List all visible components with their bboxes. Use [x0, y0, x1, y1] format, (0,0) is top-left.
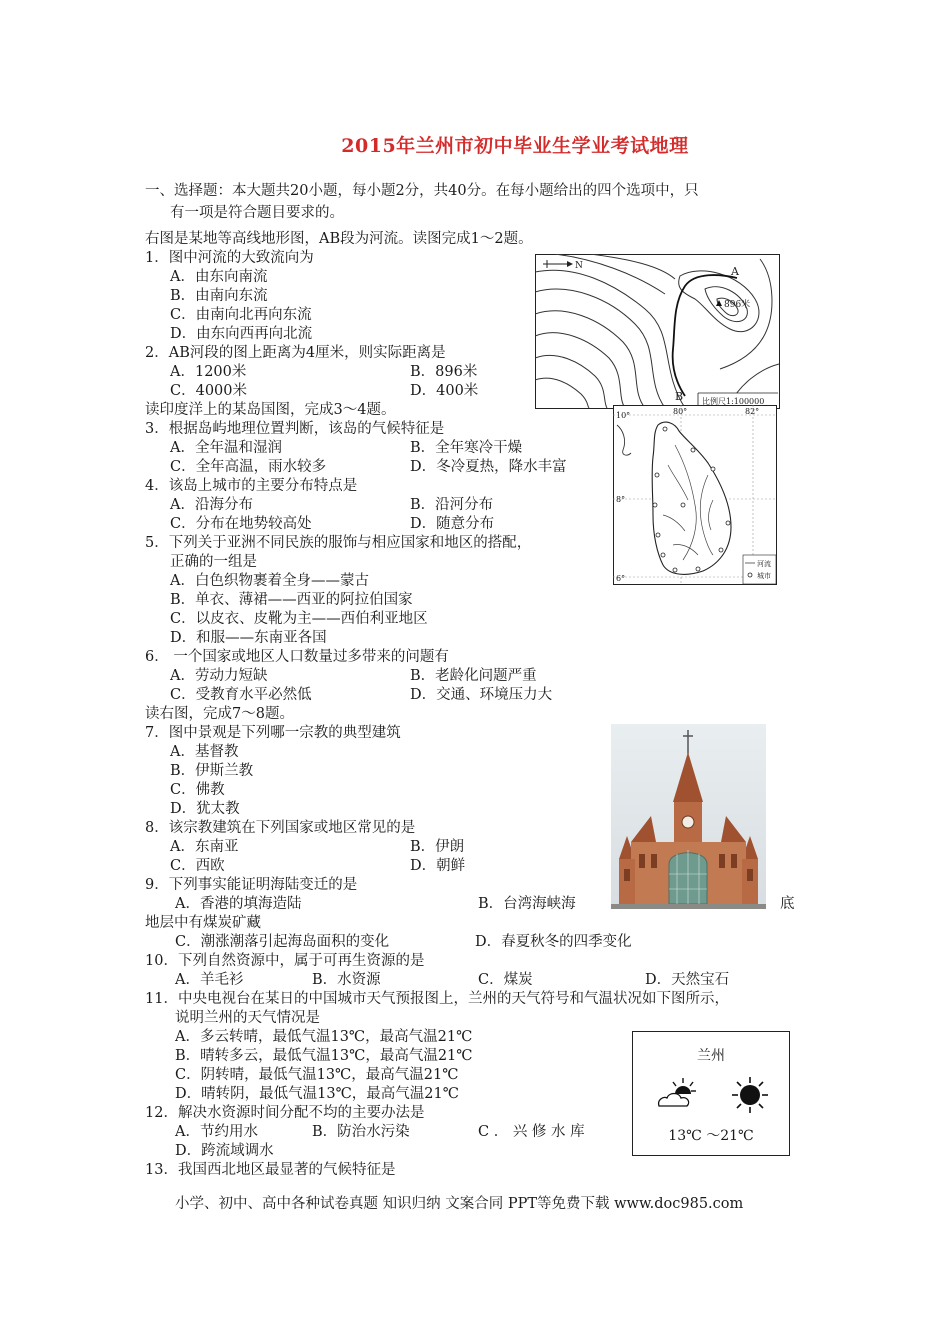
contour-map [535, 254, 780, 409]
text-line: C．阴转晴，最低气温13℃，最高气温21℃ [175, 1067, 459, 1083]
text-line: B．伊朗 [410, 839, 465, 855]
text-line: B．防治水污染 [312, 1124, 410, 1140]
text-line: B．896米 [410, 364, 478, 380]
text-line: C．西欧 [170, 858, 225, 874]
text-line: 13．我国西北地区最显著的气候特征是 [145, 1162, 396, 1178]
text-line: D．冬冷夏热，降水丰富 [410, 459, 567, 475]
scale-label: 比例尺1:100000 [702, 397, 765, 406]
text-line: A．白色织物裹着全身——蒙古 [170, 573, 369, 589]
text-line: 读印度洋上的某岛国图，完成3～4题。 [145, 402, 396, 418]
text-line: 地层中有煤炭矿藏 [145, 915, 261, 931]
text-line: A．劳动力短缺 [170, 668, 268, 684]
text-line: C．全年高温，雨水较多 [170, 459, 327, 475]
cloudy-sunny-icon [655, 1076, 701, 1112]
text-line: A．由东向南流 [170, 269, 268, 285]
text-line: A．东南亚 [170, 839, 239, 855]
text-line: 右图是某地等高线地形图，AB段为河流。读图完成1～2题。 [145, 231, 533, 247]
text-line: 12．解决水资源时间分配不均的主要办法是 [145, 1105, 425, 1121]
island-map [613, 405, 777, 585]
text-line: 底 [780, 896, 795, 912]
text-line: D．由东向西再向北流 [170, 326, 313, 342]
text-line: B．老龄化问题严重 [410, 668, 537, 684]
text-line: A．1200米 [170, 364, 247, 380]
text-line: C．佛教 [170, 782, 225, 798]
text-line: B．晴转多云，最低气温13℃，最高气温21℃ [175, 1048, 473, 1064]
weather-box [632, 1031, 790, 1156]
lat-10-label: 10° [616, 411, 631, 420]
text-line: C．以皮衣、皮靴为主——西伯利亚地区 [170, 611, 428, 627]
text-line: C．受教育水平必然低 [170, 687, 312, 703]
church-photo [611, 724, 766, 909]
text-line: B．单衣、薄裙——西亚的阿拉伯国家 [170, 592, 413, 608]
text-line: A．多云转晴，最低气温13℃，最高气温21℃ [175, 1029, 473, 1045]
text-line: A．沿海分布 [170, 497, 253, 513]
lat-8-label: 8° [616, 495, 626, 504]
text-line: 11．中央电视台在某日的中国城市天气预报图上，兰州的天气符号和气温状况如下图所示， [145, 991, 729, 1007]
text-line: D．犹太教 [170, 801, 240, 817]
text-line: C．4000米 [170, 383, 247, 399]
legend-river-label: 河流 [757, 560, 771, 568]
text-line: 正确的一组是 [170, 554, 257, 570]
sunny-icon [731, 1076, 769, 1114]
text-line: D．随意分布 [410, 516, 495, 532]
text-line: 读右图，完成7～8题。 [145, 706, 294, 722]
text-line: 说明兰州的天气情况是 [175, 1010, 320, 1026]
text-line: 4．该岛上城市的主要分布特点是 [145, 478, 358, 494]
text-line: 3．根据岛屿地理位置判断，该岛的气候特征是 [145, 421, 445, 437]
text-line: A．节约用水 [175, 1124, 258, 1140]
text-line: D．跨流域调水 [175, 1143, 274, 1159]
exam-title: 2015年兰州市初中毕业生学业考试地理 [341, 135, 689, 157]
text-line: D．晴转阴，最低气温13℃，最高气温21℃ [175, 1086, 459, 1102]
text-line: 8．该宗教建筑在下列国家或地区常见的是 [145, 820, 416, 836]
text-line: 2．AB河段的图上距离为4厘米，则实际距离是 [145, 345, 446, 361]
weather-temp: 13℃ ～21℃ [668, 1128, 754, 1144]
text-line: C．煤炭 [478, 972, 533, 988]
text-line: B．台湾海峡海 [478, 896, 576, 912]
text-line: D．天然宝石 [645, 972, 730, 988]
text-line: 10．下列自然资源中，属于可再生资源的是 [145, 953, 425, 969]
text-line: C ． 兴 修 水 库 [478, 1124, 585, 1140]
lon-82-label: 82° [745, 407, 760, 416]
text-line: D．400米 [410, 383, 479, 399]
legend-city-label: 城市 [757, 572, 771, 580]
text-line: 7．图中景观是下列哪一宗教的典型建筑 [145, 725, 401, 741]
text-line: B．伊斯兰教 [170, 763, 254, 779]
text-line: A．香港的填海造陆 [175, 896, 302, 912]
text-line: B．由南向东流 [170, 288, 268, 304]
text-line: D．交通、环境压力大 [410, 687, 553, 703]
text-line: D．和服——东南亚各国 [170, 630, 327, 646]
point-b-label: B [675, 390, 684, 403]
peak-label: 896米 [724, 300, 751, 310]
text-line: B．水资源 [312, 972, 381, 988]
text-line: B．沿河分布 [410, 497, 494, 513]
section-heading-line2: 有一项是符合题目要求的。 [170, 205, 344, 221]
text-line: A．基督教 [170, 744, 239, 760]
text-line: C．分布在地势较高处 [170, 516, 312, 532]
text-line: D．春夏秋冬的四季变化 [475, 934, 632, 950]
page-footer: 小学、初中、高中各种试卷真题 知识归纳 文案合同 PPT等免费下载 www.doc985.com [175, 1196, 744, 1212]
north-label: N [575, 261, 583, 271]
text-line: A．羊毛衫 [175, 972, 244, 988]
text-line: 5．下列关于亚洲不同民族的服饰与相应国家和地区的搭配， [145, 535, 532, 551]
lat-6-label: 6° [616, 574, 626, 583]
text-line: C．潮涨潮落引起海岛面积的变化 [175, 934, 390, 950]
section-heading-line1: 一、选择题：本大题共20小题，每小题2分，共40分。在每小题给出的四个选项中，只 [145, 183, 699, 199]
text-line: B．全年寒冷干燥 [410, 440, 523, 456]
text-line: A．全年温和湿润 [170, 440, 282, 456]
text-line: 1．图中河流的大致流向为 [145, 250, 314, 266]
lon-80-label: 80° [673, 407, 688, 416]
point-a-label: A [731, 265, 739, 278]
text-line: D．朝鲜 [410, 858, 466, 874]
weather-city: 兰州 [697, 1048, 725, 1064]
text-line: 9．下列事实能证明海陆变迁的是 [145, 877, 358, 893]
text-line: C．由南向北再向东流 [170, 307, 312, 323]
text-line: 6． 一个国家或地区人口数量过多带来的问题有 [145, 649, 449, 665]
